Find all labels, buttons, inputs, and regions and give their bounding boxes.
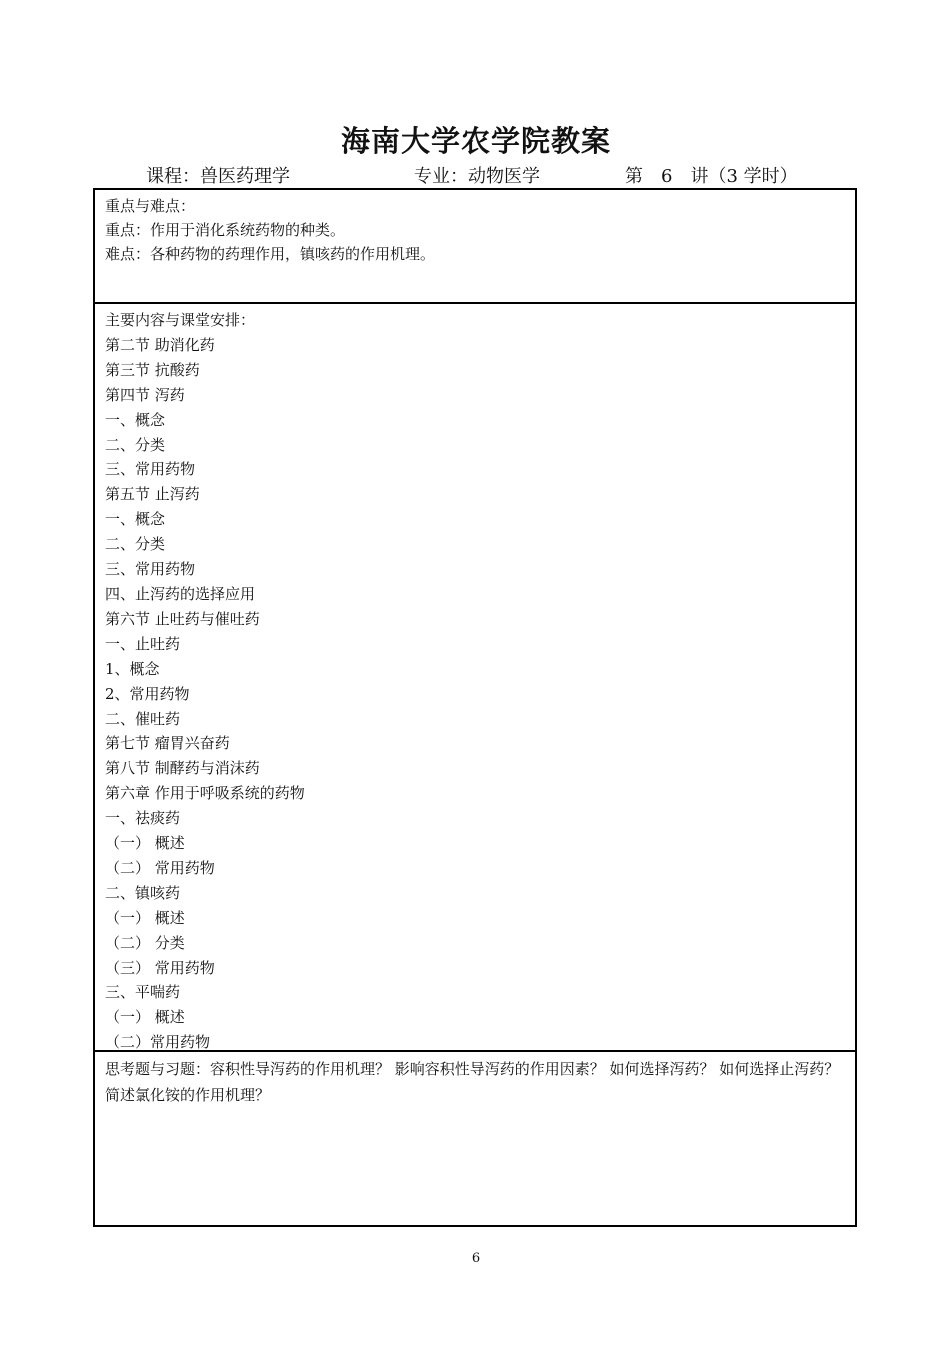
content-line: （二） 分类 xyxy=(105,933,185,952)
course-label: 课程：兽医药理学 xyxy=(146,166,290,187)
key-points-heading: 重点与难点： xyxy=(105,197,196,215)
content-line: 二、分类 xyxy=(105,435,166,454)
content-line: 第二节 助消化药 xyxy=(105,335,215,354)
page-title: 海南大学农学院教案 xyxy=(340,124,611,158)
content-line: 1、概念 xyxy=(105,659,160,678)
content-line: 第八节 制酵药与消沫药 xyxy=(105,759,260,778)
content-line: 二、催吐药 xyxy=(105,709,181,728)
content-line: （三） 常用药物 xyxy=(105,958,215,977)
content-line: 三、常用药物 xyxy=(105,560,196,579)
content-line: 第六章 作用于呼吸系统的药物 xyxy=(105,784,305,803)
content-line: 三、常用药物 xyxy=(105,460,196,479)
key-point-text: 重点：作用于消化系统药物的种类。 xyxy=(105,221,346,239)
content-heading: 主要内容与课堂安排： xyxy=(105,311,256,329)
content-line: 四、止泻药的选择应用 xyxy=(105,584,256,603)
major-label: 专业：动物医学 xyxy=(414,166,540,187)
content-line: （一） 概述 xyxy=(105,1008,185,1027)
content-line: 一、止吐药 xyxy=(105,634,181,653)
lecture-label: 第 6 讲（3 学时） xyxy=(625,166,798,187)
content-line: 第七节 瘤胃兴奋药 xyxy=(105,734,230,753)
exercises-section xyxy=(93,1050,857,1227)
content-line: 2、常用药物 xyxy=(105,684,190,703)
difficulty-text: 难点：各种药物的药理作用，镇咳药的作用机理。 xyxy=(105,245,436,263)
content-line: 三、平喘药 xyxy=(105,983,181,1002)
content-line: 第六节 止吐药与催吐药 xyxy=(105,609,260,628)
content-line: 一、概念 xyxy=(105,510,166,529)
key-points-section xyxy=(93,188,857,304)
content-line: 第四节 泻药 xyxy=(105,385,185,404)
content-line: （二） 常用药物 xyxy=(105,858,215,877)
content-section xyxy=(93,302,857,1052)
content-line: 二、分类 xyxy=(105,535,166,554)
content-line: 二、镇咳药 xyxy=(105,883,181,902)
page-number: 6 xyxy=(471,1251,481,1266)
content-line: （二）常用药物 xyxy=(105,1033,211,1052)
content-line: 一、祛痰药 xyxy=(105,809,181,828)
exercises-text: 思考题与习题：容积性导泻药的作用机理？ 影响容积性导泻药的作用因素？ 如何选择泻药？ 如何选择止泻药？简述氯化铵的作用机理？ xyxy=(105,1060,840,1104)
content-line: （一） 概述 xyxy=(105,908,185,927)
content-line: 一、概念 xyxy=(105,410,166,429)
content-line: （一） 概述 xyxy=(105,834,185,853)
content-line: 第五节 止泻药 xyxy=(105,485,200,504)
content-line: 第三节 抗酸药 xyxy=(105,360,200,379)
